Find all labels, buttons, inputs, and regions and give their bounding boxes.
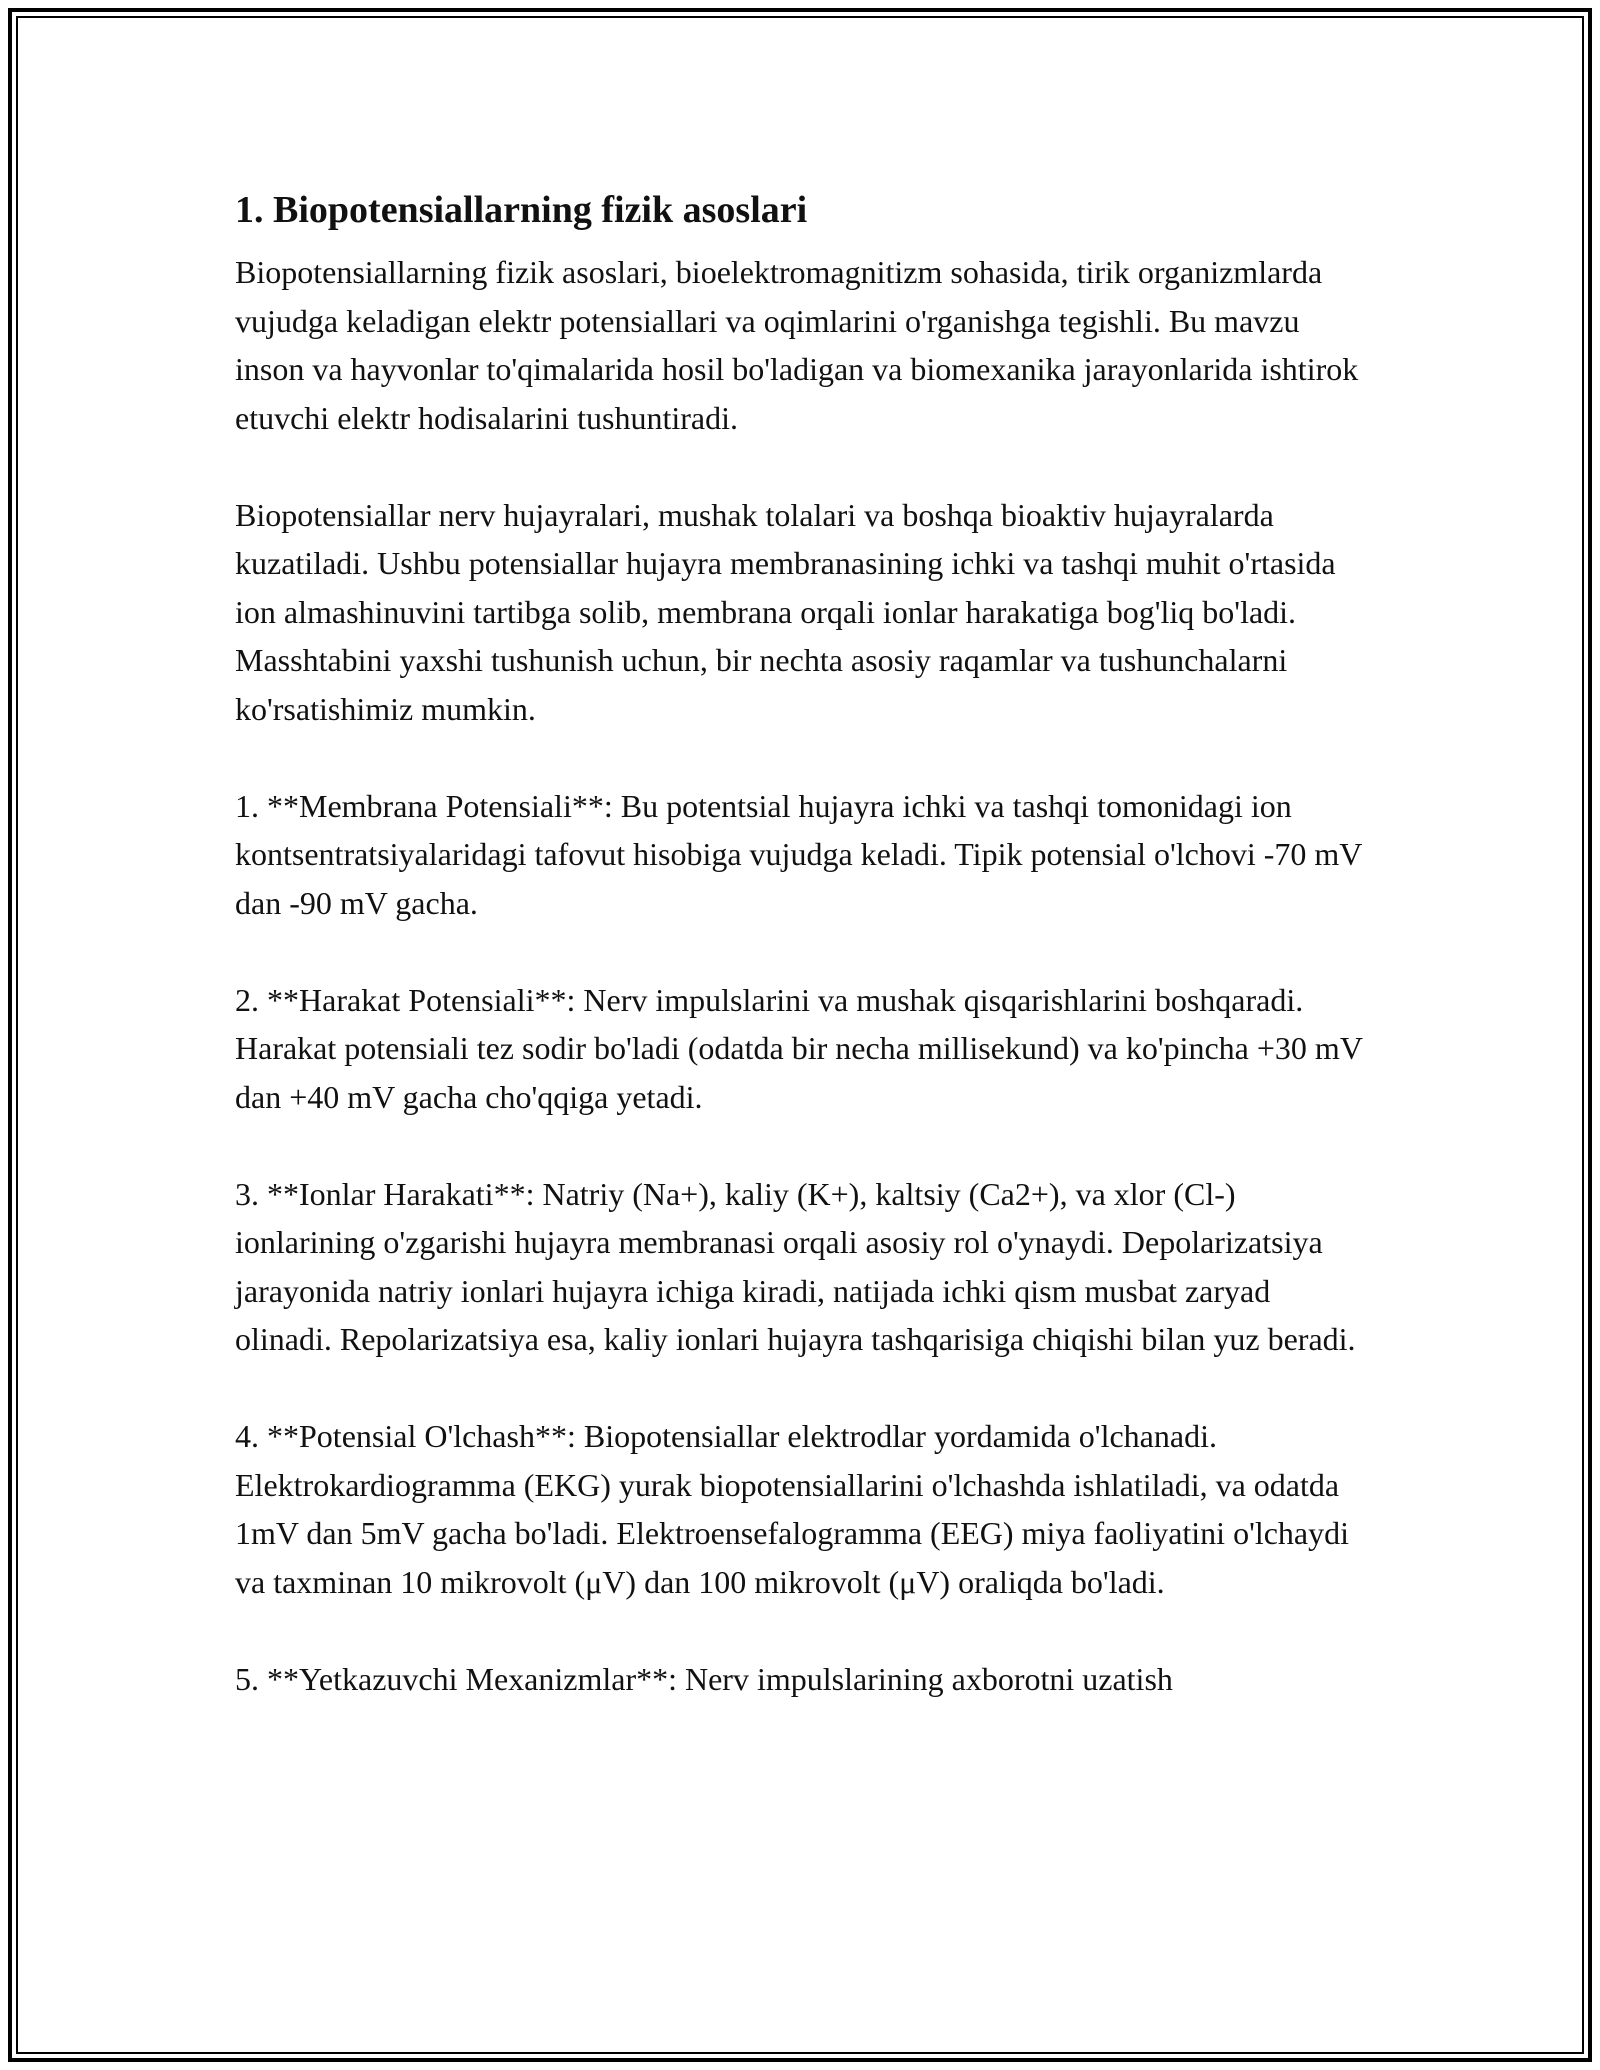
list-item-potential-measurement: 4. **Potensial O'lchash**: Biopotensiallar elektrodlar yordamida o'lchanadi. Elektrokardiogramma (EKG) yurak biopotensiallarini o'lchashda ishlatiladi, va odatda 1mV dan 5mV gacha bo'ladi. Elektroensefalogramma (EEG) miya faoliyatini o'lchaydi va taxminan 10 mikrovolt (μV) dan 100 mikrovolt (μV) oraliqda bo'ladi. (235, 1418, 1350, 1600)
section-title: 1. Biopotensiallarning fizik asoslari (235, 189, 808, 231)
paragraph-overview: Biopotensiallar nerv hujayralari, mushak tolalari va boshqa bioaktiv hujayralarda kuzatiladi. Ushbu potensiallar hujayra membranasining ichki va tashqi muhit o'rtasida ion almashinuvini tartibga solib, membrana orqali ionlar harakatiga bog'liq bo'ladi. Masshtabini yaxshi tushunish uchun, bir nechta asosiy raqamlar va tushunchalarni ko'rsatishimiz mumkin. (235, 496, 1336, 727)
document-body (235, 185, 1375, 1752)
list-item-transmission-mechanisms: 5. **Yetkazuvchi Mexanizmlar**: Nerv impulslarining axborotni uzatish (235, 1660, 1173, 1697)
paragraph-intro: Biopotensiallarning fizik asoslari, bioelektromagnitizm sohasida, tirik organizmlarda vujudga keladigan elektr potensiallari va oqimlarini o'rganishga tegishli. Bu mavzu inson va hayvonlar to'qimalarida hosil bo'ladigan va biomexanika jarayonlarida ishtirok etuvchi elektr hodisalarini tushuntiradi. (235, 254, 1359, 436)
list-item-membrane-potential: 1. **Membrana Potensiali**: Bu potentsial hujayra ichki va tashqi tomonidagi ion kontsentratsiyalaridagi tafovut hisobiga vujudga keladi. Tipik potensial o'lchovi -70 mV dan -90 mV gacha. (235, 787, 1362, 921)
list-item-action-potential: 2. **Harakat Potensiali**: Nerv impulslarini va mushak qisqarishlarini boshqaradi. Harakat potensiali tez sodir bo'ladi (odatda bir necha millisekund) va ko'pincha +30 mV dan +40 mV gacha cho'qqiga yetadi. (235, 981, 1363, 1115)
list-item-ion-movement: 3. **Ionlar Harakati**: Natriy (Na+), kaliy (K+), kaltsiy (Ca2+), va xlor (Cl-) ionlarining o'zgarishi hujayra membranasi orqali asosiy rol o'ynaydi. Depolarizatsiya jarayonida natriy ionlari hujayra ichiga kiradi, natijada ichki qism musbat zaryad olinadi. Repolarizatsiya esa, kaliy ionlari hujayra tashqarisiga chiqishi bilan yuz beradi. (235, 1175, 1356, 1357)
